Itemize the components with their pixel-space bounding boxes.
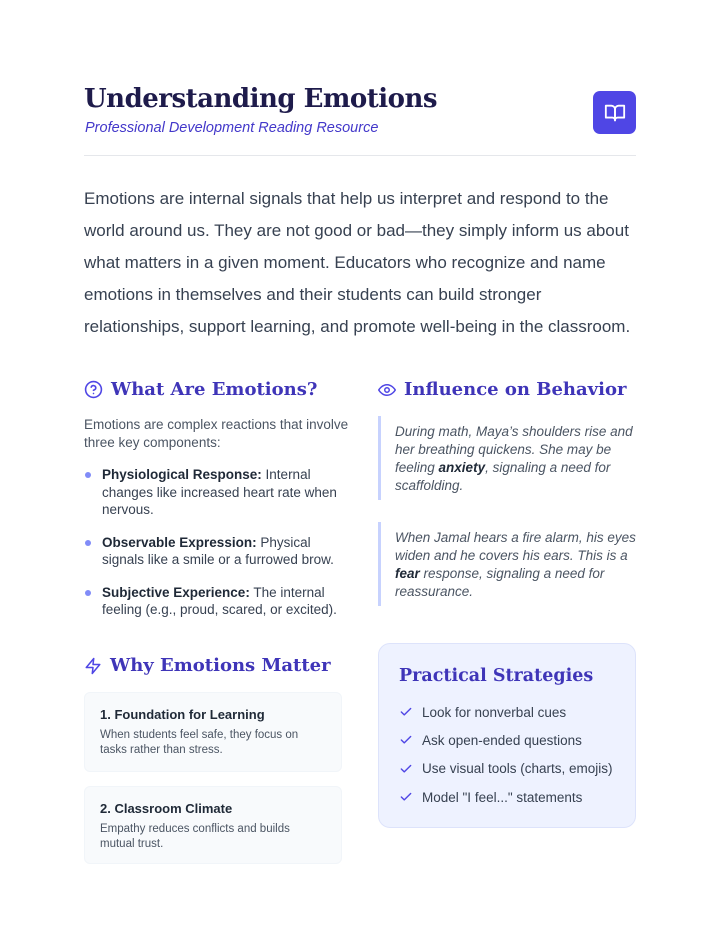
page-title: Understanding Emotions	[84, 84, 438, 114]
book-open-icon	[604, 102, 626, 124]
list-item	[84, 584, 344, 619]
document-header	[84, 84, 636, 156]
what-heading-label: What Are Emotions?	[111, 379, 318, 400]
components-list	[84, 466, 344, 619]
list-item	[84, 466, 344, 519]
component-term: Physiological Response:	[102, 467, 262, 482]
list-item	[399, 698, 615, 726]
question-circle-icon	[84, 380, 103, 399]
emotion-emphasis: fear	[395, 566, 420, 581]
why-heading	[84, 655, 331, 676]
list-item	[399, 726, 615, 754]
strategies-title: Practical Strategies	[399, 666, 594, 686]
component-term: Subjective Experience:	[102, 584, 250, 600]
intro-paragraph: Emotions are internal signals that help us interpret and respond to the world around us. They are not good or bad—they simply inform us about what matters in a given moment. Educators who recognize and name emotions in themselves and their students can build stronger relationships, support learning, and promote well-being in the classroom.	[84, 189, 631, 336]
what-intro: Emotions are complex reactions that involve three key components:	[84, 417, 349, 450]
what-heading	[84, 379, 317, 400]
card-text: When students feel safe, they focus on tasks rather than stress.	[100, 729, 299, 756]
lightning-bolt-icon	[84, 657, 102, 675]
component-term: Observable Expression:	[102, 534, 257, 550]
strategy-text: Use visual tools (charts, emojis)	[422, 761, 613, 777]
strategies-list	[399, 698, 615, 811]
example-text: When Jamal hears a fire alarm, his eyes widen and he covers his ears. This is a	[395, 530, 636, 563]
list-item	[84, 534, 344, 569]
behavior-example	[378, 522, 636, 606]
card-title: 1. Foundation for Learning	[100, 707, 265, 722]
why-card	[84, 692, 342, 772]
check-icon	[399, 790, 413, 804]
book-button[interactable]	[593, 91, 636, 134]
eye-icon	[378, 381, 396, 399]
list-item	[399, 783, 615, 811]
page-subtitle: Professional Development Reading Resource	[85, 120, 379, 136]
strategy-text: Ask open-ended questions	[422, 732, 582, 748]
strategy-text: Look for nonverbal cues	[422, 704, 567, 720]
influence-heading	[378, 379, 626, 400]
check-icon	[399, 733, 413, 747]
card-title: 2. Classroom Climate	[100, 801, 233, 816]
example-text: response, signaling a need for reassurance.	[395, 566, 605, 599]
behavior-example	[378, 416, 636, 500]
strategy-text: Model "I feel..." statements	[422, 789, 583, 805]
check-icon	[399, 762, 413, 776]
emotion-emphasis: anxiety	[438, 460, 486, 475]
example-text: , signaling a need for scaffolding.	[395, 460, 611, 493]
check-icon	[399, 705, 413, 719]
why-card	[84, 786, 342, 864]
component-text: The internal feeling (e.g., proud, scared, or excited).	[102, 584, 337, 617]
influence-heading-label: Influence on Behavior	[404, 379, 627, 400]
component-text: Internal changes like increased heart rate when nervous.	[102, 467, 337, 517]
example-text: During math, Maya’s shoulders rise and her breathing quickens. She may be feeling	[395, 424, 633, 475]
why-heading-label: Why Emotions Matter	[110, 655, 331, 676]
list-item	[399, 755, 615, 783]
component-text: Physical signals like a smile or a furrowed brow.	[102, 534, 334, 567]
card-text: Empathy reduces conflicts and builds mutual trust.	[100, 823, 290, 850]
strategies-box	[378, 643, 636, 828]
